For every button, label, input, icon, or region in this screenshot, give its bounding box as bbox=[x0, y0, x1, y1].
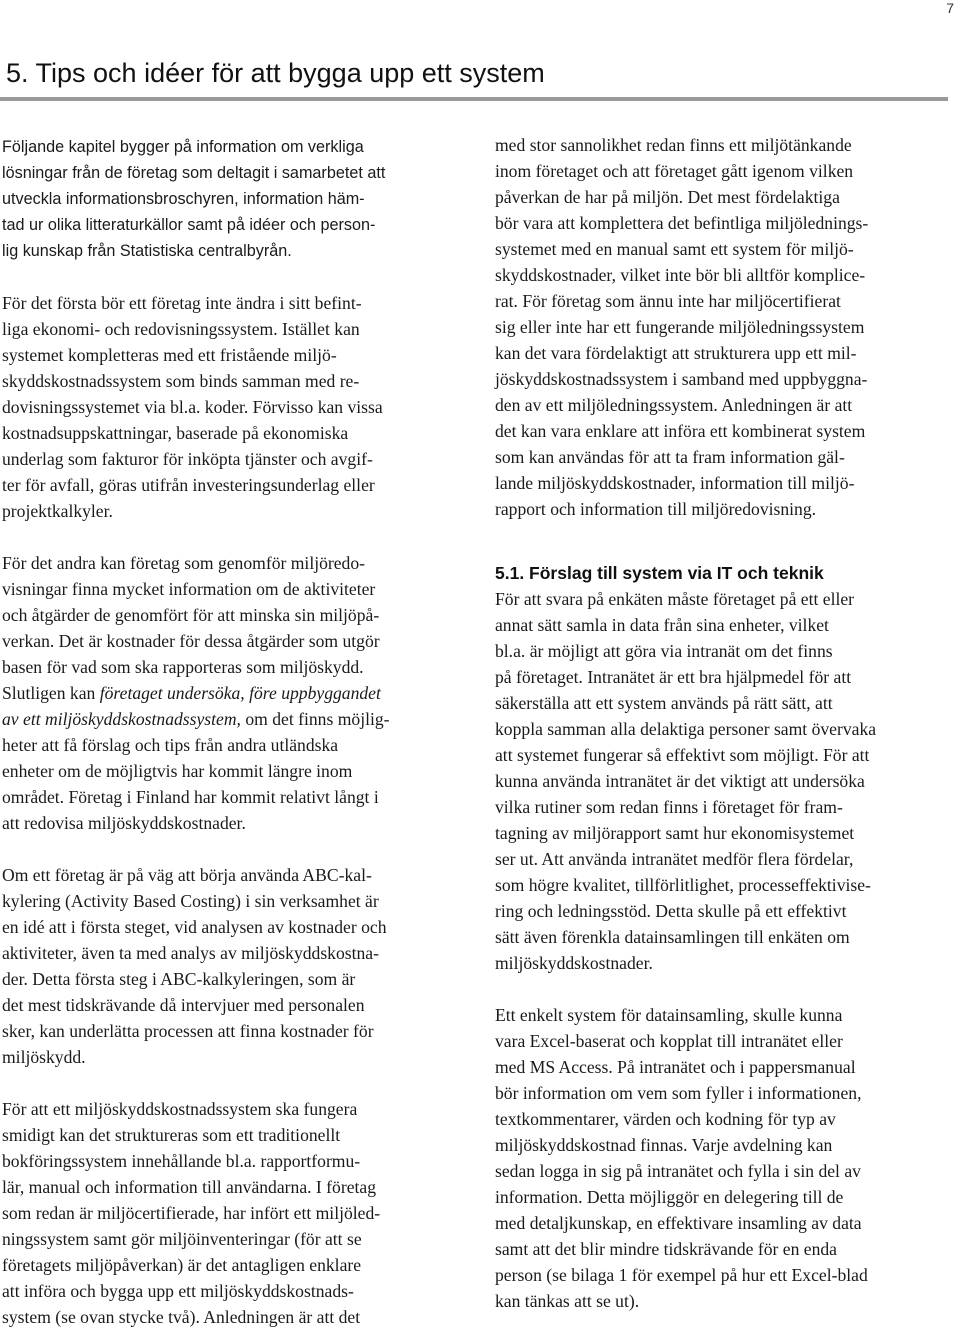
section-heading: 5.1. Förslag till system via IT och teknik bbox=[495, 563, 824, 583]
right-column bbox=[495, 132, 950, 1314]
heading-rule bbox=[0, 97, 948, 101]
paragraph-system-structure: För att ett miljöskyddskostnadssystem ska fungera smidigt kan det struktureras som ett traditionellt bokföringssystem innehållande bl.a. rapportformu- lär, manual och information till användarna. I företag som redan är miljöcertifierade, har infört ett miljöled- ningssystem samt gör miljöinventeringar (för att se företagets miljöpåverkan) är det antagligen enklare att införa och bygga upp ett miljöskyddskostnads- system (se ovan stycke två). Anledningen är att det bbox=[2, 1099, 381, 1327]
paragraph-continuation: med stor sannolikhet redan finns ett miljötänkande inom företaget och att företaget gått igenom vilken påverkan de har på miljön. Det mest fördelaktiga bör vara att komplettera det befintliga miljölednings- systemet med en manual samt ett system för miljö- skyddskostnader, vilket inte bör bli alltför komplice- rat. För företag som ännu inte har miljöcertifierat sig eller inte har ett fungerande miljöledningssystem kan det vara fördelaktigt att strukturera upp ett mil- jöskyddskostnadssystem i samband med uppbyggna- den av ett miljöledningssystem. Anledningen är att det kan vara enklare att införa ett kombinerat system som kan användas för att ta fram information gäl- lande miljöskyddskostnader, information till miljö- rapport och information till miljöredovisning. bbox=[495, 135, 869, 519]
left-column bbox=[2, 134, 452, 1330]
paragraph-second-step-text-b: om det finns möjlig- heter att få förslag och tips från andra utländska enheter om de möjligtvis har kommit längre inom området. Företag i Finland har kommit relativt långt i att redovisa miljöskyddskostnader. bbox=[2, 709, 390, 833]
paragraph-first-step: För det första bör ett företag inte ändra i sitt befint- liga ekonomi- och redovisningssystem. Istället kan systemet kompletteras med ett fristående miljö- skyddskostnadssystem som binds samman med re- dovisningssystemet via bl.a. koder. Förvisso kan vissa kostnadsuppskattningar, baserade på ekonomiska underlag som fakturor för inköpta tjänster och avgif- ter för avfall, göras utifrån investeringsunderlag eller projektkalkyler. bbox=[2, 293, 383, 521]
page-number: 7 bbox=[946, 0, 954, 16]
paragraph-abc-costing: Om ett företag är på väg att börja använda ABC-kal- kylering (Activity Based Costing) i sin verksamhet är en idé att i första steget, vid analysen av kostnader och aktiviteter, även ta med analys av miljöskyddskostna- der. Detta första steg i ABC-kalkyleringen, som är det mest tidskrävande då intervjuer med personalen sker, kan underlätta processen att finna kostnader för miljöskydd. bbox=[2, 865, 387, 1067]
paragraph-simple-system: Ett enkelt system för datainsamling, skulle kunna vara Excel-baserat och kopplat till intranätet eller med MS Access. På intranätet och i pappersmanual bör information om vem som fyller i informationen, textkommentarer, värden och kodning för typ av miljöskyddskostnad finnas. Varje avdelning kan sedan logga in sig på intranätet och fylla i sin del av information. Detta möjliggör en delegering till de med detaljkunskap, en effektivare insamling av data samt att det blir mindre tidskrävande för en enda person (se bilaga 1 för exempel på hur ett Excel-blad kan tänkas att se ut). bbox=[495, 1005, 868, 1311]
intro-paragraph: Följande kapitel bygger på information om verkliga lösningar från de företag som deltagit i samarbetet att utveckla informationsbroschyren, information häm- tad ur olika litteraturkällor samt på idéer och person- lig kunskap från Statistiska centralbyrån. bbox=[2, 138, 386, 260]
paragraph-second-step-emphasis: företaget undersöka, före uppbyggandet av ett miljöskyddskostnadssystem, bbox=[2, 683, 381, 729]
paragraph-second-step-text-a: För det andra kan företag som genomför miljöredo- visningar finna mycket information om de aktiviteter och åtgärder de genomfört för att minska sin miljöpå- verkan. Det är kostnader för dessa åtgärder som utgör basen för vad som ska rapporteras som miljöskydd. Slutligen kan bbox=[2, 553, 380, 703]
chapter-heading: 5. Tips och idéer för att bygga upp ett system bbox=[6, 58, 545, 88]
paragraph-second-step bbox=[2, 550, 452, 836]
paragraph-intranet: För att svara på enkäten måste företaget på ett eller annat sätt samla in data från sina enheter, vilket bl.a. är möjligt att göra via intranät om det finns på företaget. Intranätet är ett bra hjälpmedel för att säkerställa att ett system används på rätt sätt, att koppla samman alla delaktiga personer samt övervaka att systemet fungerar så effektivt som möjligt. För att kunna använda intranätet är det viktigt att undersöka vilka rutiner som redan finns i företaget för fram- tagning av miljörapport samt hur ekonomisystemet ser ut. Att använda intranätet medför flera fördelar, som högre kvalitet, tillförlitlighet, processeffektivise- ring och ledningsstöd. Detta skulle på ett effektivt sätt även förenkla datainsamlingen till enkäten om miljöskyddskostnader. bbox=[495, 589, 877, 973]
